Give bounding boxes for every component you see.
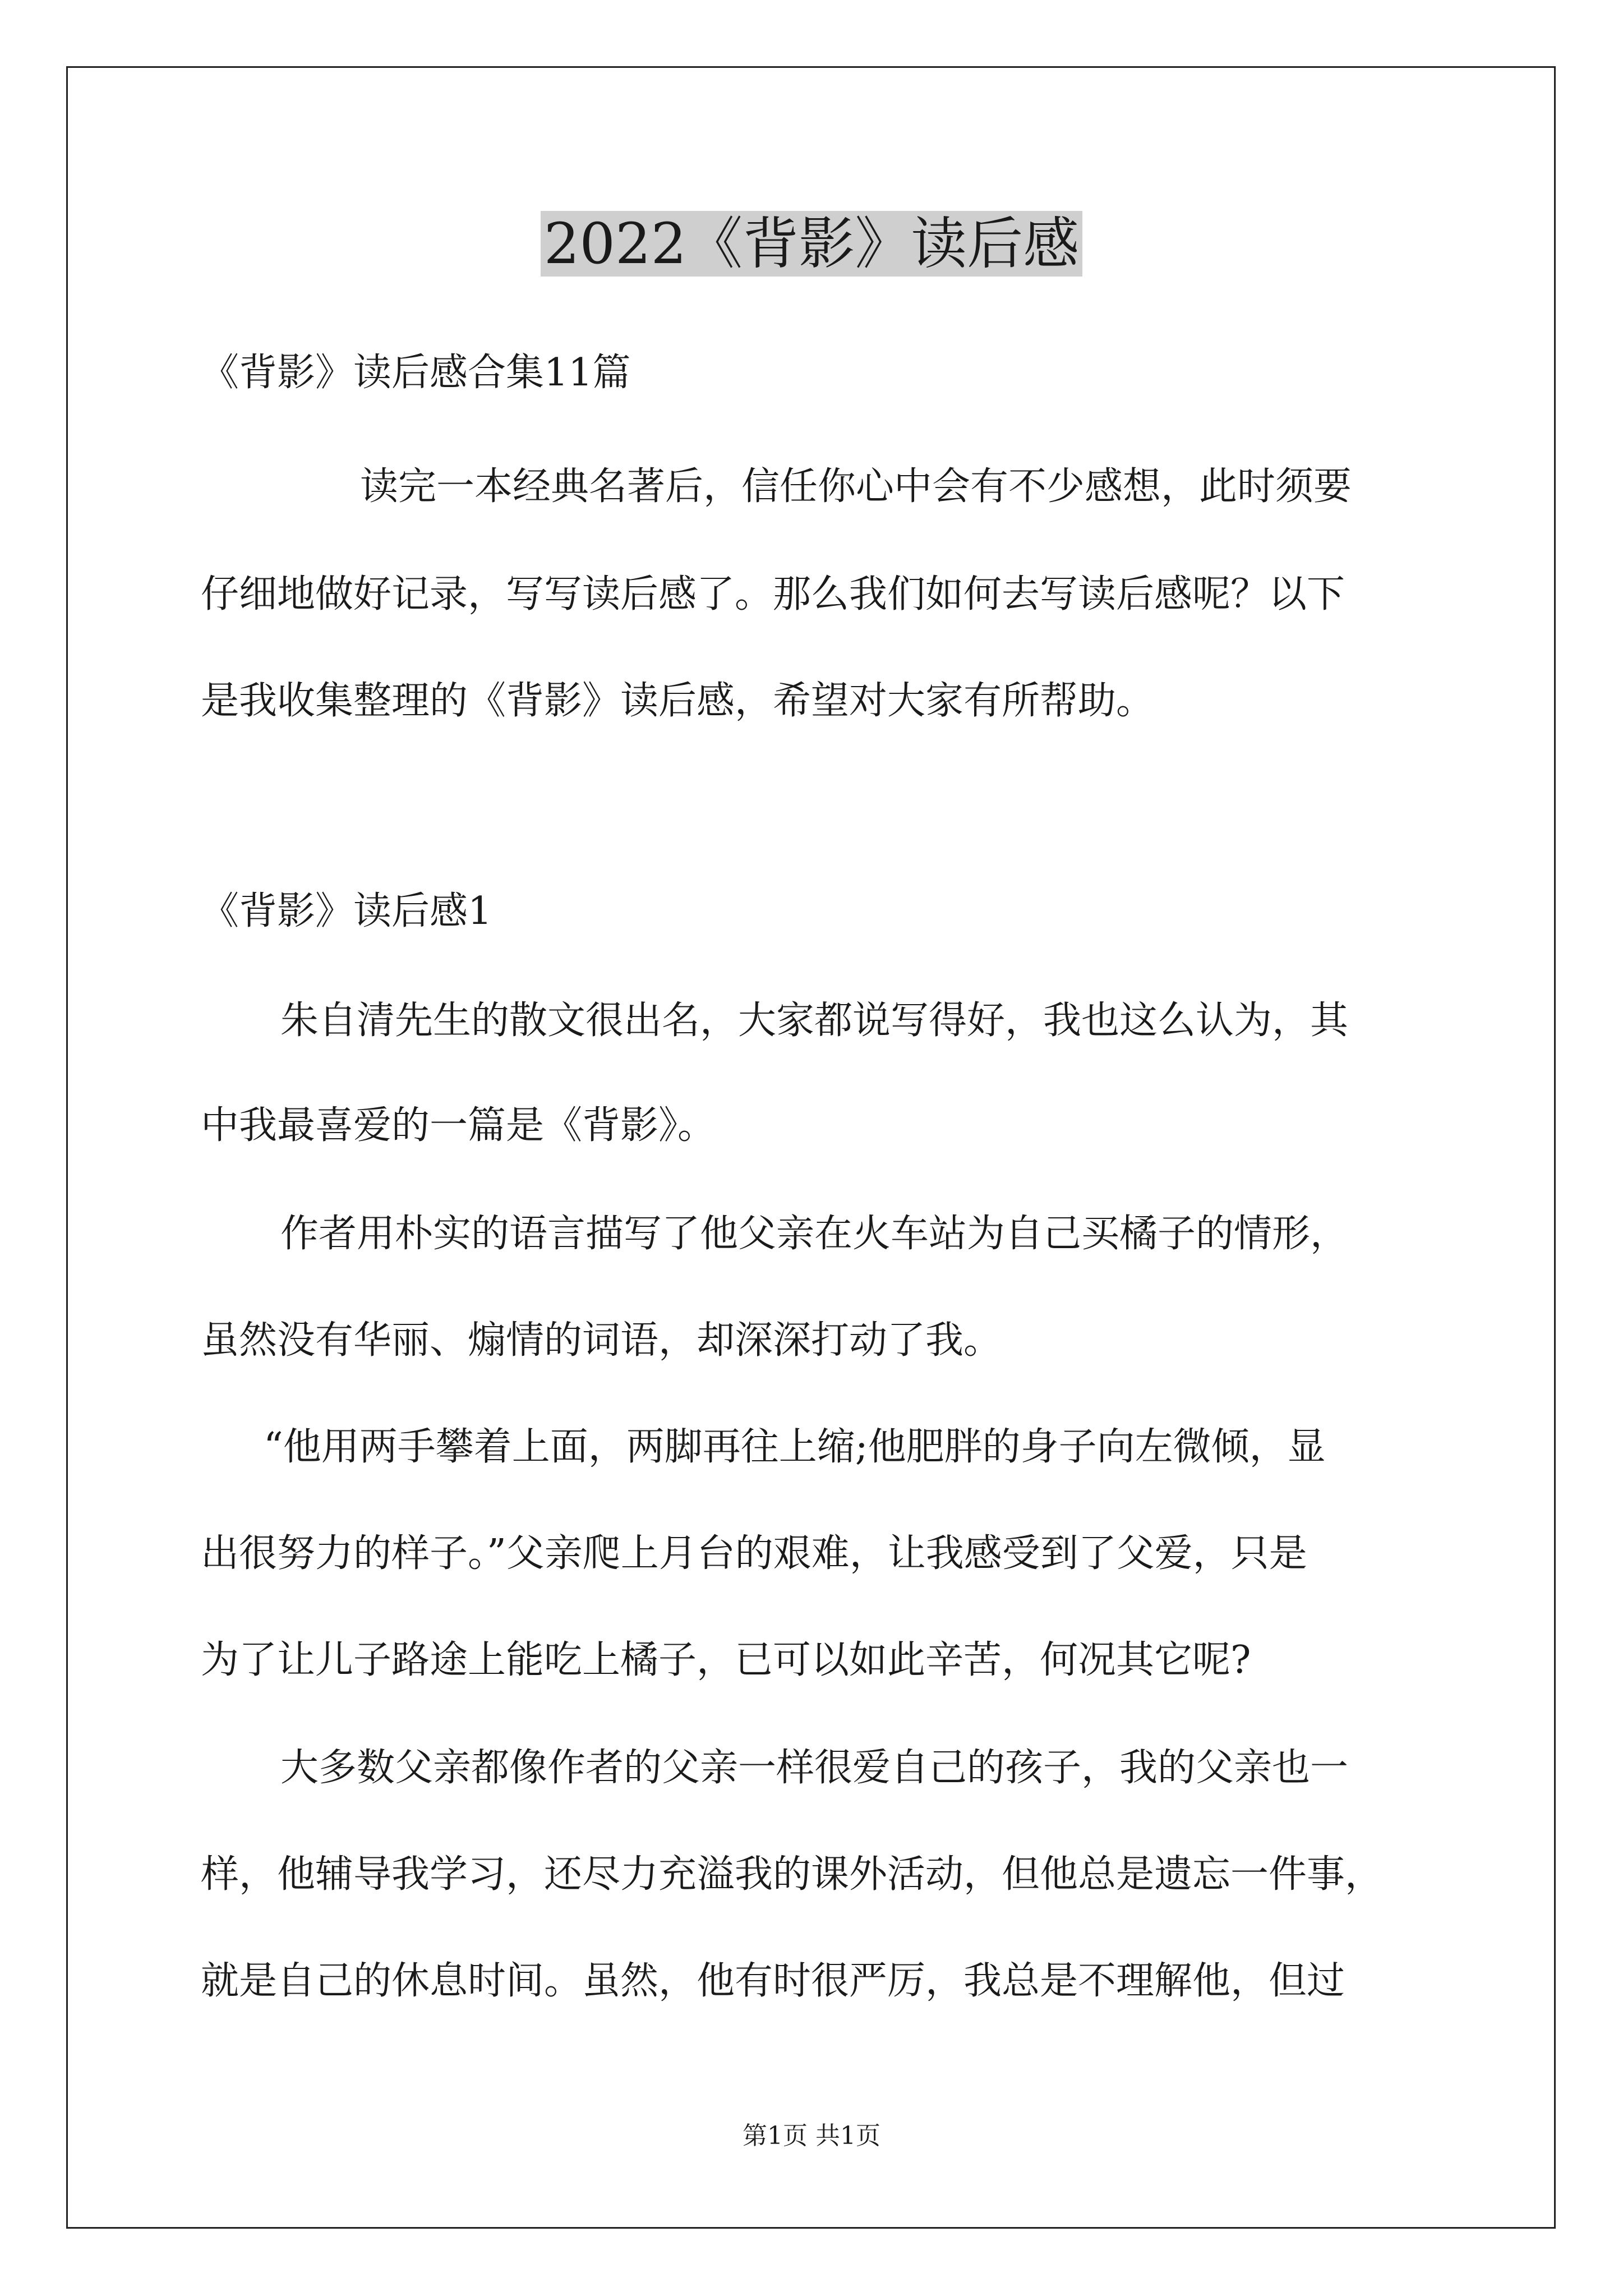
body-line-2: 中我最喜爱的一篇是《背影》。 xyxy=(201,1103,716,1148)
body-line-4: 虽然没有华丽、煽情的词语，却深深打动了我。 xyxy=(201,1318,1002,1363)
page-footer: 第1页 共1页 xyxy=(743,2122,880,2150)
body-line-3: 作者用朴实的语言描写了他父亲在火车站为自己买橘子的情形， xyxy=(280,1212,1349,1256)
document-title-text: 2022《背影》读后感 xyxy=(541,211,1083,277)
body-line-6: 出很努力的样子。”父亲爬上月台的艰难，让我感受到了父爱，只是 xyxy=(201,1531,1307,1576)
intro-line-3: 是我收集整理的《背影》读后感，希望对大家有所帮助。 xyxy=(201,679,1155,723)
document-title xyxy=(0,208,1623,280)
body-line-8: 大多数父亲都像作者的父亲一样很爱自己的孩子，我的父亲也一 xyxy=(280,1746,1349,1790)
body-line-5: “他用两手攀着上面，两脚再往上缩;他肥胖的身子向左微倾，显 xyxy=(264,1425,1326,1469)
body-line-1: 朱自清先生的散文很出名，大家都说写得好，我也这么认为，其 xyxy=(280,999,1349,1043)
section-heading: 《背影》读后感1 xyxy=(201,889,492,933)
body-line-7: 为了让儿子路途上能吃上橘子，已可以如此辛苦，何况其它呢? xyxy=(201,1638,1251,1682)
document-subtitle: 《背影》读后感合集11篇 xyxy=(201,351,631,395)
body-line-10: 就是自己的休息时间。虽然，他有时很严厉，我总是不理解他，但过 xyxy=(201,1959,1345,2003)
intro-line-1: 读完一本经典名著后，信任你心中会有不少感想，此时须要 xyxy=(360,464,1352,509)
body-line-9: 样，他辅导我学习，还尽力充溢我的课外活动，但他总是遗忘一件事， xyxy=(201,1852,1384,1897)
intro-line-2: 仔细地做好记录，写写读后感了。那么我们如何去写读后感呢？以下 xyxy=(201,572,1345,616)
